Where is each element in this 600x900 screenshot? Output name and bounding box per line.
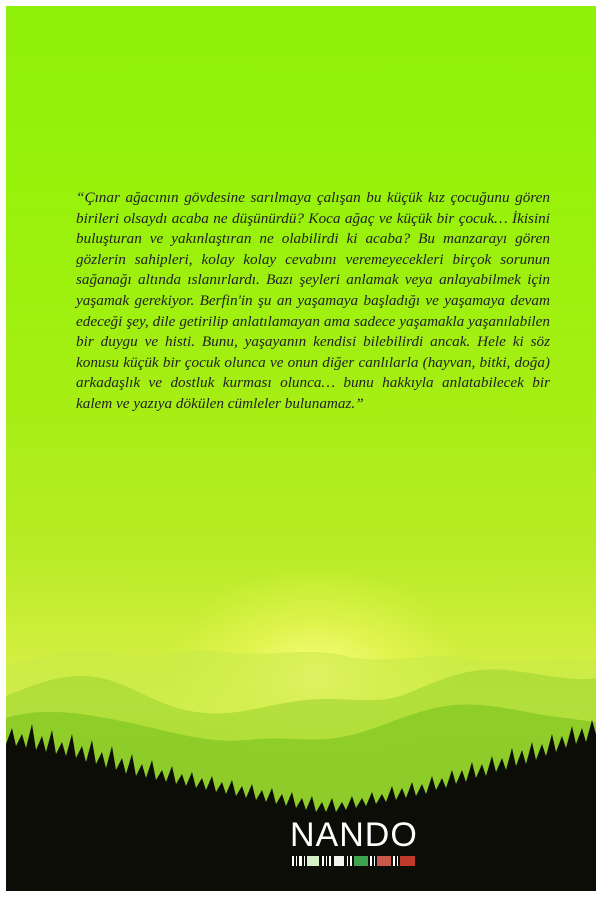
book-back-cover (6, 6, 596, 891)
back-cover-quote: “Çınar ağacının gövdesine sarılmaya çalışan bu küçük kız çocuğunu gören birileri olsaydı acaba ne düşünürdü? Koca ağaç ve küçük bir çocuk… İkisini buluşturan ve yakınlaştıran ne olabilirdi ki acaba? Bu manzarayı gören gözlerin sahipleri, kolay kolay cevabını veremeyecekleri birçok sorunun sağanağı altında ıslanırlardı. Bazı şeyleri anlamak veya anlayabilmek için yaşamak gerekiyor. Berfin'in şu an yaşamaya başladığı ve yaşamaya devam edeceği şey, dile getirilip anlatılamayan ama sadece yaşamakla yaşanılabilen bir duygu ve histi. Bunu, yaşayanın kendisi bilebilirdi ancak. Hele ki söz konusu küçük bir çocuk olunca ve onun diğer canlılarla (hayvan, bitki, doğa) arkadaşlık ve dostluk kurması olunca… bunu hakkıyla anlatabilecek bir kalem ve yazıya dökülen cümleler bulunamaz.” (76, 189, 550, 412)
publisher-name: NANDO (290, 816, 418, 854)
publisher-logo (286, 818, 426, 867)
logo-color-bar (290, 855, 418, 867)
landscape-illustration (6, 6, 596, 891)
